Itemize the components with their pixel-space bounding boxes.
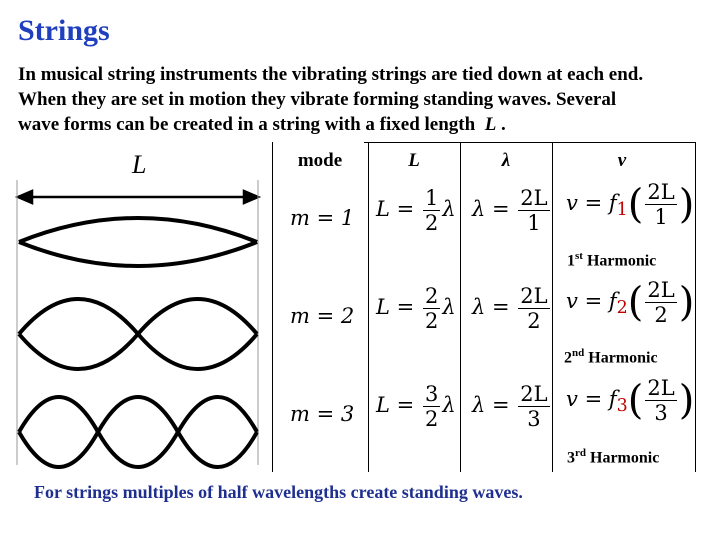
slide-title: Strings — [18, 14, 110, 47]
harmonic-label: 3rd Harmonic — [567, 447, 660, 467]
footer-note: For strings multiples of half wavelengths create standing waves. — [34, 482, 523, 502]
harmonic-label: 1st Harmonic — [567, 250, 657, 270]
velocity-formula: $v = f_1$( $\frac{2L}{1}$ ) — [566, 180, 695, 229]
intro-paragraph — [18, 62, 708, 137]
intro-line-1: In musical string instruments the vibrating strings are tied down at each end. — [18, 64, 644, 85]
standing-waves-diagram — [14, 180, 264, 470]
intro-line-2: When they are set in motion they vibrate forming standing waves. Several — [18, 89, 617, 110]
length-formula: L = $\frac{1}{2}$ λ — [376, 186, 456, 235]
length-formula: L = $\frac{2}{2}$ λ — [376, 284, 456, 333]
wave-mode-3 — [19, 397, 257, 467]
mode-value: m = 3 — [290, 402, 355, 426]
mode-value: m = 2 — [290, 304, 355, 328]
wavelength-formula: λ = $\frac{2L}{2}$ — [472, 284, 548, 333]
harmonic-label: 2nd Harmonic — [564, 347, 658, 367]
intro-length-symbol: L — [484, 114, 497, 135]
header-v: v — [617, 150, 627, 171]
mode-value: m = 1 — [290, 206, 355, 230]
header-lambda: λ — [501, 150, 511, 171]
length-arrow — [18, 191, 258, 203]
string-length-label: L — [132, 150, 147, 179]
header-mode: mode — [297, 150, 343, 171]
wavelength-formula: λ = $\frac{2L}{3}$ — [472, 382, 548, 431]
length-formula: L = $\frac{3}{2}$ λ — [376, 382, 456, 431]
velocity-formula: $v = f_3$( $\frac{2L}{3}$ ) — [566, 376, 695, 425]
wavelength-formula: λ = $\frac{2L}{1}$ — [472, 186, 548, 235]
header-L: L — [408, 150, 420, 171]
wave-mode-1 — [19, 218, 257, 266]
wave-mode-2 — [19, 299, 257, 369]
velocity-formula: $v = f_2$( $\frac{2L}{2}$ ) — [566, 278, 695, 327]
intro-line-3: wave forms can be created in a string with a fixed length L . — [18, 114, 506, 135]
